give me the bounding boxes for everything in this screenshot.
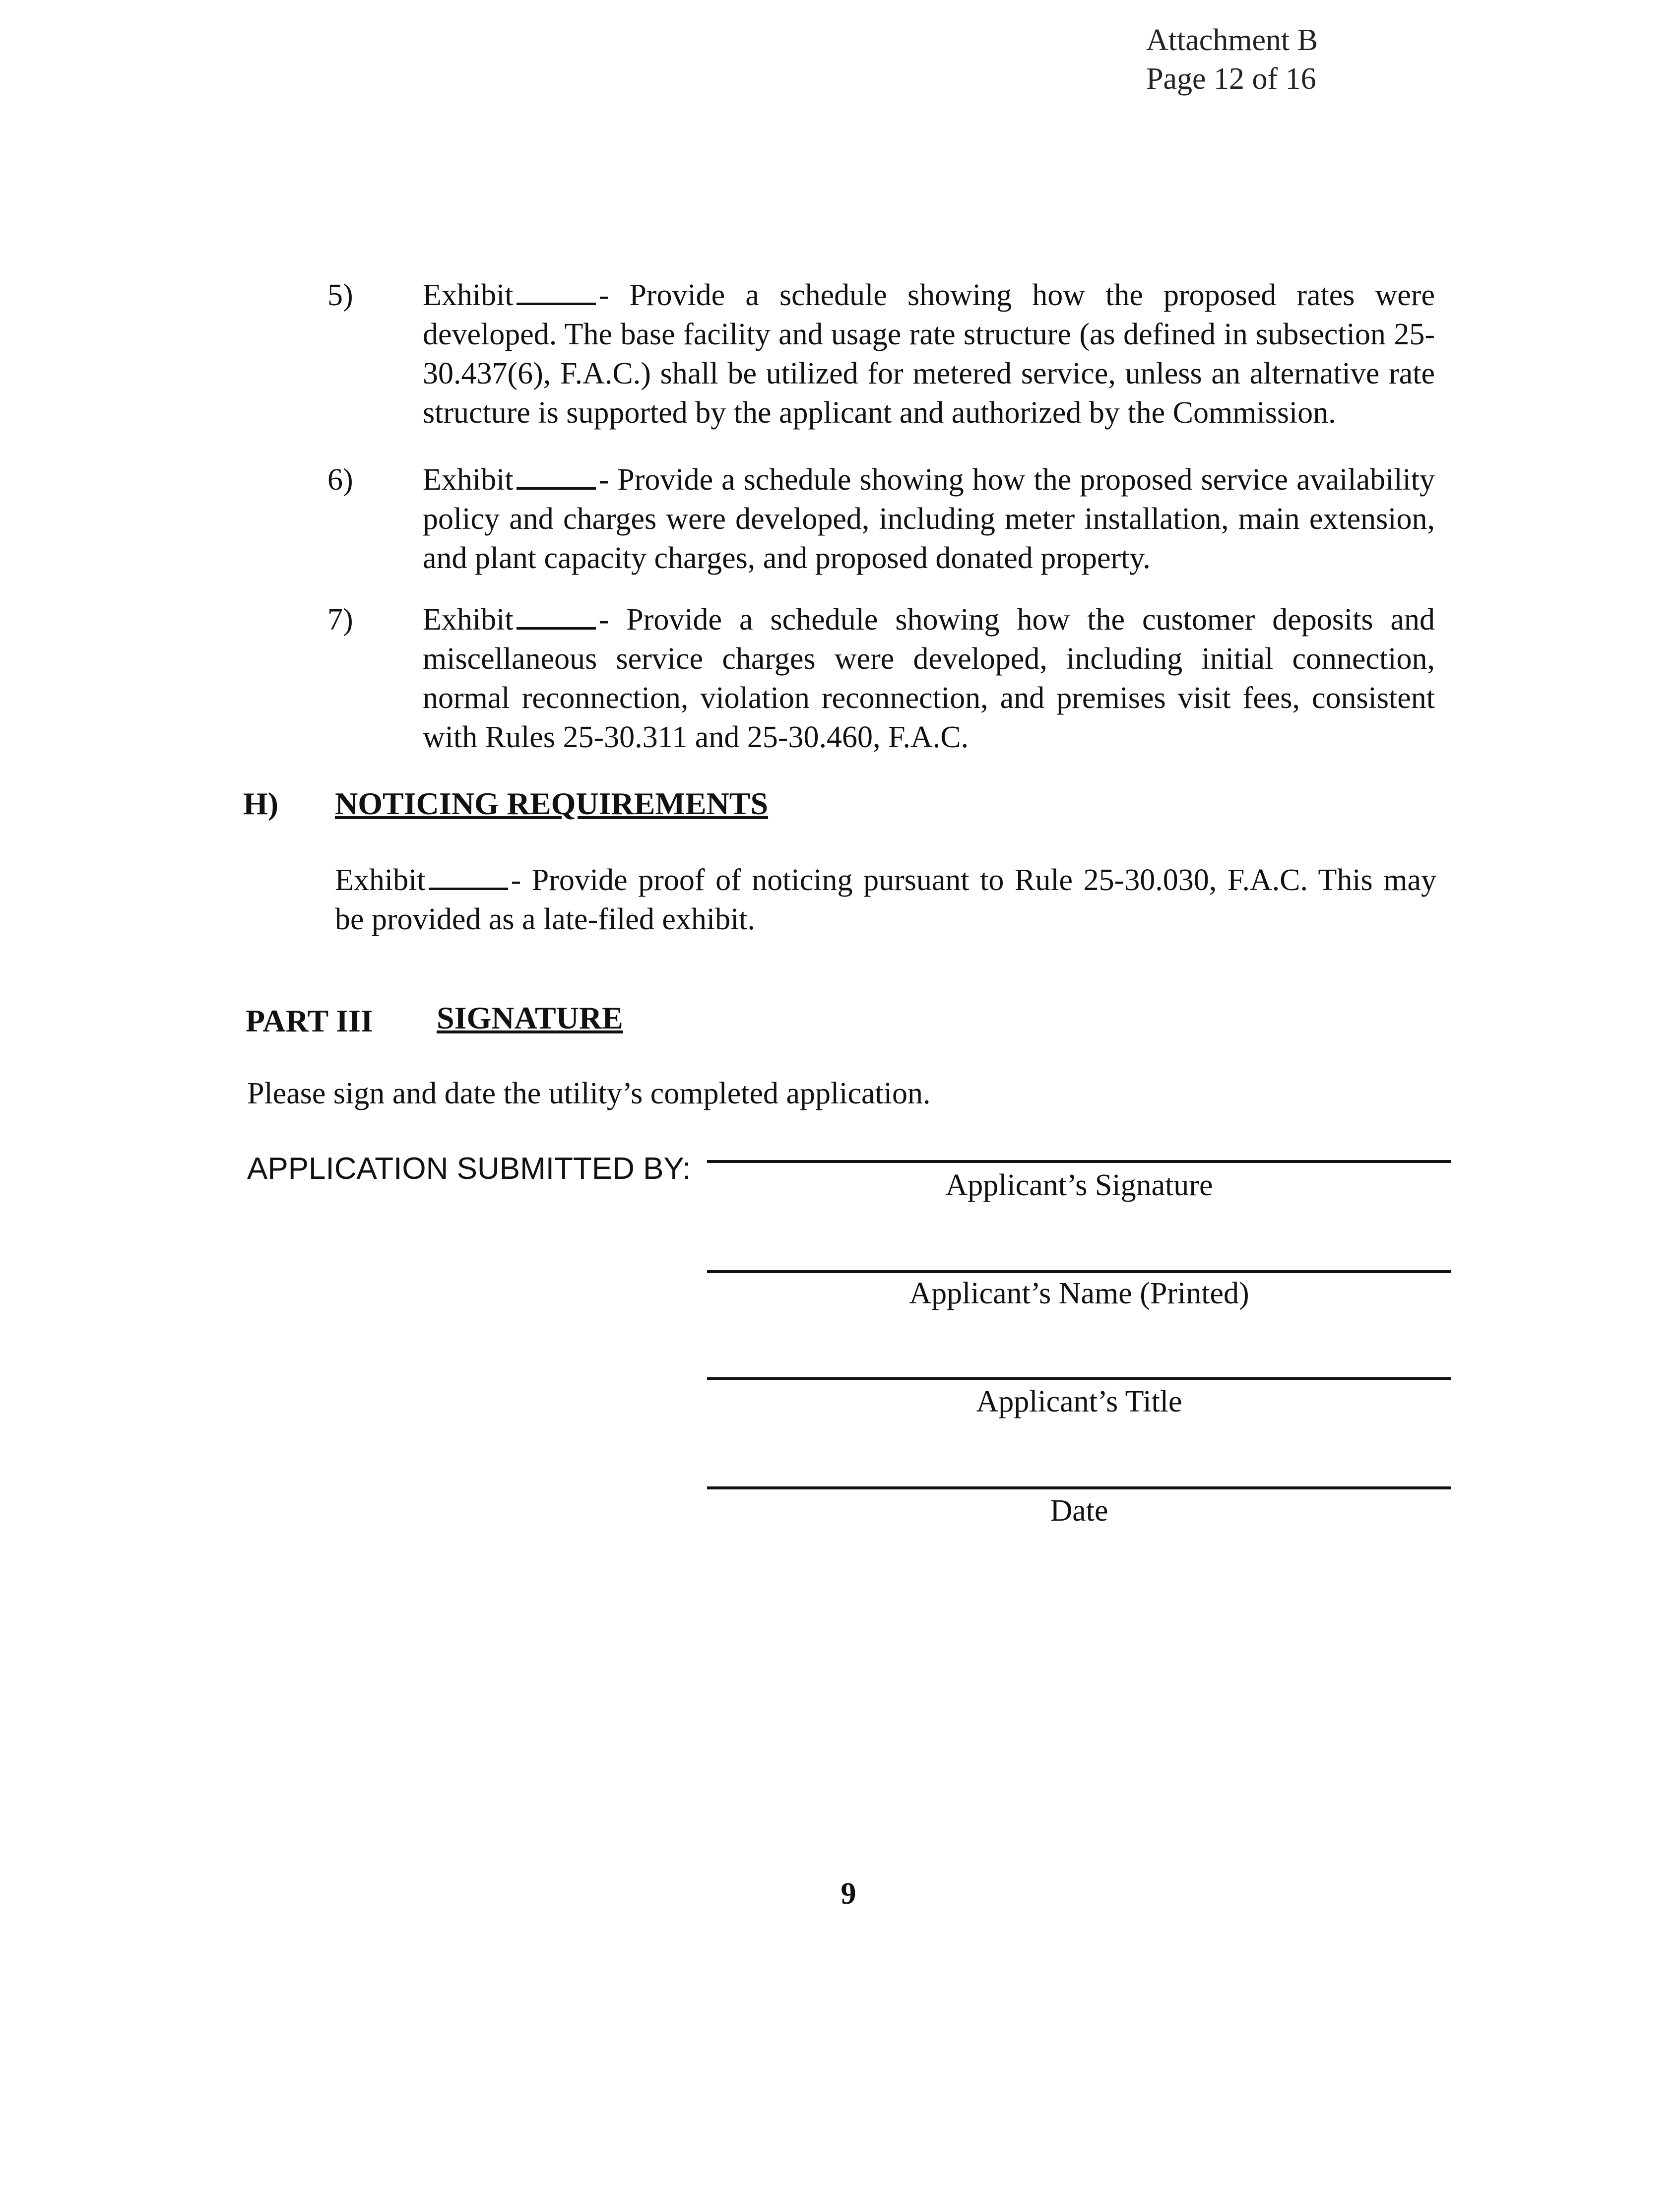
- item-text-block: [423, 276, 1435, 433]
- part-label: PART III: [246, 1003, 373, 1038]
- exhibit-label: Exhibit: [423, 603, 514, 637]
- section-title-noticing: NOTICING REQUIREMENTS: [335, 786, 769, 821]
- title-caption: Applicant’s Title: [976, 1385, 1182, 1418]
- date-line[interactable]: [707, 1486, 1451, 1489]
- attachment-label: Attachment B: [1146, 23, 1318, 57]
- signature-instruction: Please sign and date the utility’s completed application.: [247, 1077, 931, 1110]
- item-number: 7): [327, 603, 353, 637]
- printed-name-caption: Applicant’s Name (Printed): [909, 1277, 1249, 1310]
- printed-name-line[interactable]: [707, 1270, 1451, 1273]
- exhibit-blank: [517, 464, 596, 490]
- item-number: 5): [327, 278, 353, 312]
- exhibit-label: Exhibit: [423, 463, 514, 497]
- signature-caption: Applicant’s Signature: [945, 1168, 1213, 1202]
- document-header: [1146, 21, 1318, 98]
- page-number: 9: [840, 1877, 856, 1911]
- noticing-description: - Provide proof of noticing pursuant to Rule 25-30.030, F.A.C. This may be provided as a late-filed exhibit.: [335, 863, 1436, 936]
- item-text-block: [423, 460, 1435, 578]
- submitted-by-label: APPLICATION SUBMITTED BY:: [247, 1152, 691, 1186]
- exhibit-blank: [517, 280, 596, 305]
- exhibit-blank: [429, 865, 508, 890]
- item-number: 6): [327, 463, 353, 497]
- exhibit-label: Exhibit: [335, 863, 426, 897]
- item-description: - Provide a schedule showing how the customer deposits and miscellaneous service charges were developed, including initial connection, normal reconnection, violation reconnection, and premises visit fees, consistent with Rules 25-30.311 and 25-30.460, F.A.C.: [423, 603, 1435, 754]
- section-letter: H): [243, 786, 279, 821]
- signature-line[interactable]: [707, 1160, 1451, 1163]
- page-indicator: Page 12 of 16: [1146, 62, 1316, 96]
- title-line[interactable]: [707, 1377, 1451, 1380]
- exhibit-blank: [517, 604, 596, 630]
- noticing-paragraph: [335, 861, 1436, 939]
- item-text-block: [423, 600, 1435, 757]
- date-caption: Date: [1050, 1494, 1108, 1528]
- item-description: - Provide a schedule showing how the proposed rates were developed. The base facility and usage rate structure (as defined in subsection 25-30.437(6), F.A.C.) shall be utilized for metered service, unless an alternative rate structure is supported by the applicant and authorized by the Commission.: [423, 278, 1435, 430]
- exhibit-label: Exhibit: [423, 278, 514, 312]
- part-title-signature: SIGNATURE: [437, 1000, 623, 1035]
- item-description: - Provide a schedule showing how the proposed service availability policy and charges were developed, including meter installation, main extension, and plant capacity charges, and proposed donated property.: [423, 463, 1435, 575]
